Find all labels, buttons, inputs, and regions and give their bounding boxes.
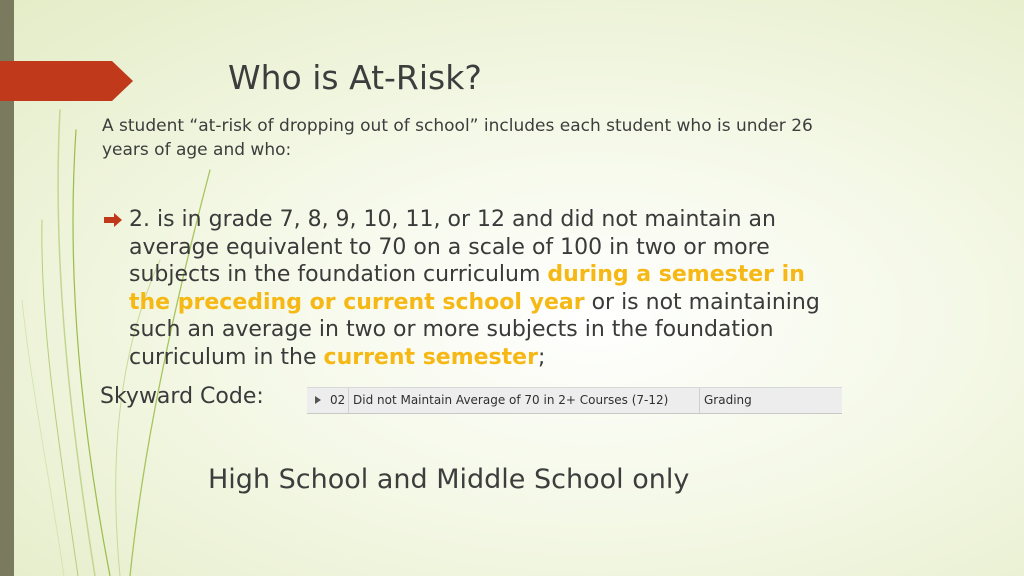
bullet-text-part-1: 2. is in grade 7, 8, 9, 10, 11, or 12 and did not maintain an average equivalent to 70 on a scale of 100 in two or more subjects in the foundation curriculum — [129, 207, 776, 288]
column-divider — [699, 388, 700, 413]
code-description: Did not Maintain Average of 70 in 2+ Courses (7-12) — [353, 393, 669, 407]
triangle-right-icon — [315, 396, 321, 404]
bullet-highlight-2: current semester — [323, 344, 538, 370]
code-value: 02 — [330, 393, 346, 407]
intro-text: A student “at-risk of dropping out of school” includes each student who is under 26 years of age and who: — [102, 116, 813, 160]
arrow-bullet-icon — [104, 213, 122, 227]
skyward-code-label: Skyward Code: — [100, 384, 264, 409]
bullet-highlight-1: during a semester in the preceding or current school year — [129, 262, 805, 315]
column-divider — [348, 388, 349, 413]
skyward-code-row — [307, 387, 842, 414]
bullet-text-part-2: or is not maintaining such an average in two or more subjects in the foundation curriculum in the — [129, 289, 820, 370]
code-category: Grading — [704, 393, 752, 407]
slide-title: Who is At-Risk? — [228, 58, 482, 97]
footer-note: High School and Middle School only — [208, 464, 690, 495]
bullet-item — [129, 206, 849, 372]
title-accent-tab — [0, 61, 133, 101]
bullet-text-part-3: ; — [537, 344, 546, 370]
